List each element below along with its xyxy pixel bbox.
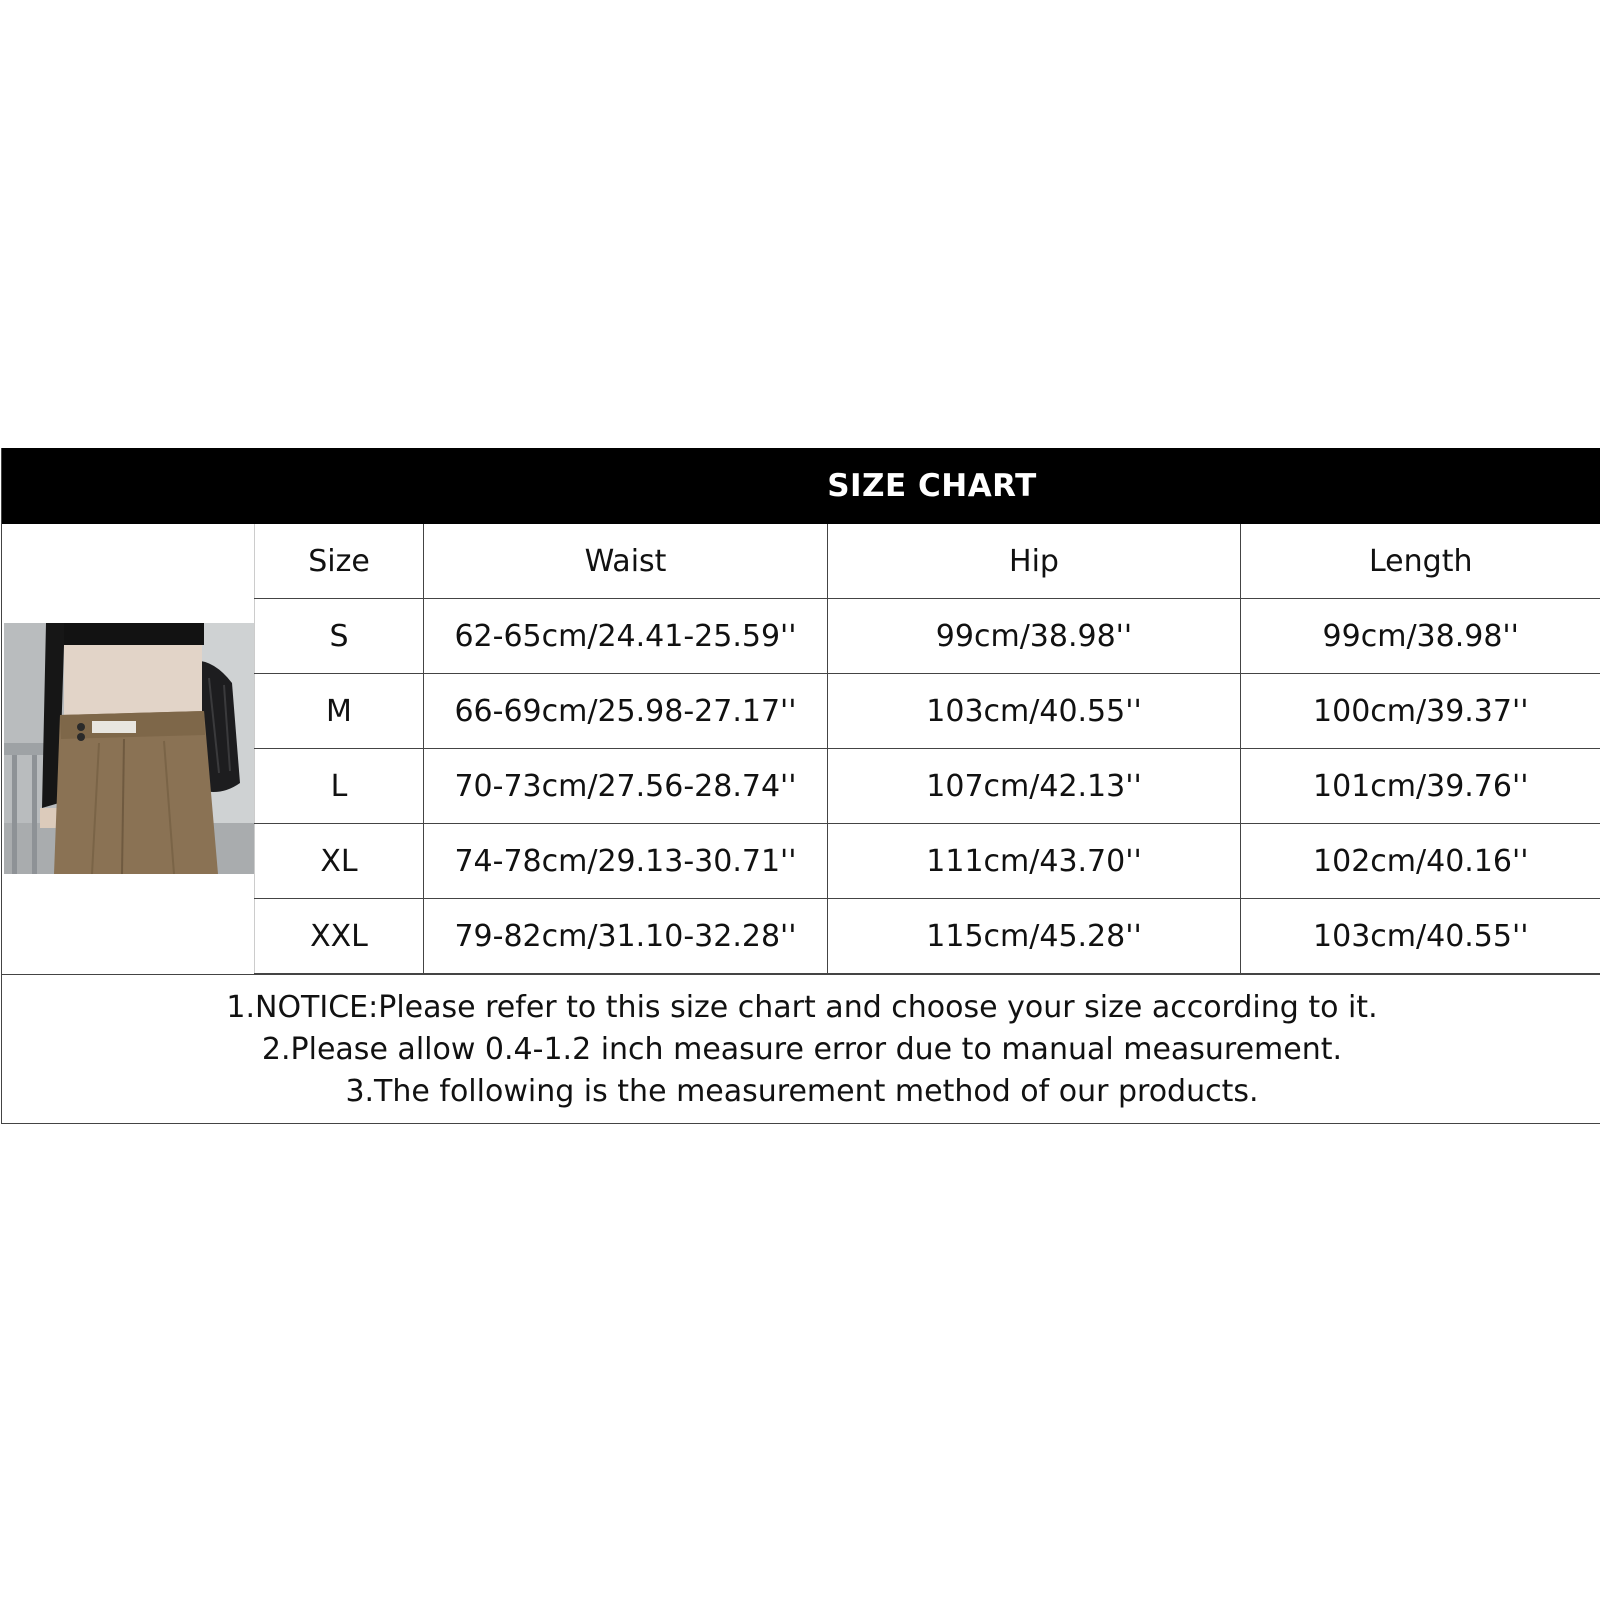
size-cell: XXL <box>255 899 424 974</box>
table-row <box>255 824 1600 899</box>
note-line: 2.Please allow 0.4-1.2 inch measure error due to manual measurement. <box>261 1032 1343 1067</box>
length-cell: 99cm/38.98'' <box>1241 599 1600 674</box>
table-row <box>255 674 1600 749</box>
waist-cell: 70-73cm/27.56-28.74'' <box>424 749 828 824</box>
length-cell: 100cm/39.37'' <box>1241 674 1600 749</box>
length-cell: 103cm/40.55'' <box>1241 899 1600 974</box>
table-row <box>255 749 1600 824</box>
product-photo <box>4 623 254 874</box>
waist-cell: 62-65cm/24.41-25.59'' <box>424 599 828 674</box>
header-bar <box>2 448 1600 524</box>
size-cell: XL <box>255 824 424 899</box>
size-cell: M <box>255 674 424 749</box>
hip-cell: 111cm/43.70'' <box>828 824 1241 899</box>
column-header-size: Size <box>255 524 424 599</box>
note-line: 1.NOTICE:Please refer to this size chart and choose your size according to it. <box>226 990 1378 1025</box>
column-header-hip: Hip <box>828 524 1241 599</box>
waist-cell: 74-78cm/29.13-30.71'' <box>424 824 828 899</box>
size-chart <box>1 448 1600 1124</box>
length-cell: 102cm/40.16'' <box>1241 824 1600 899</box>
size-table <box>254 524 1600 974</box>
length-cell: 101cm/39.76'' <box>1241 749 1600 824</box>
column-header-waist: Waist <box>424 524 828 599</box>
note-line: 3.The following is the measurement method of our products. <box>345 1074 1259 1109</box>
size-cell: L <box>255 749 424 824</box>
notes-section <box>2 974 1600 1124</box>
table-row <box>255 599 1600 674</box>
waist-cell: 79-82cm/31.10-32.28'' <box>424 899 828 974</box>
waist-cell: 66-69cm/25.98-27.17'' <box>424 674 828 749</box>
page-title: SIZE CHART <box>827 468 1037 504</box>
table-row <box>255 899 1600 974</box>
table-header-row <box>255 524 1600 599</box>
hip-cell: 107cm/42.13'' <box>828 749 1241 824</box>
hip-cell: 115cm/45.28'' <box>828 899 1241 974</box>
hip-cell: 103cm/40.55'' <box>828 674 1241 749</box>
size-cell: S <box>255 599 424 674</box>
hip-cell: 99cm/38.98'' <box>828 599 1241 674</box>
column-header-length: Length <box>1241 524 1600 599</box>
